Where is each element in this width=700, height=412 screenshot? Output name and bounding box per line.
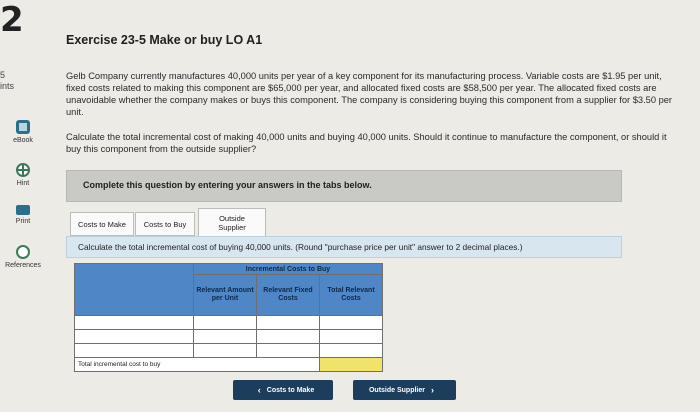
prev-tab-button[interactable] [233, 380, 333, 400]
chevron-right-icon: › [431, 385, 434, 395]
tab-outside-supplier[interactable] [198, 208, 266, 238]
sidebar-item-label: References [5, 262, 41, 269]
exercise-title: Exercise 23-5 Make or buy LO A1 [66, 33, 263, 47]
sidebar-item-print[interactable] [0, 205, 46, 225]
table-total-row [75, 358, 383, 372]
sidebar-item-ebook[interactable] [0, 120, 46, 144]
chevron-left-icon: ‹ [257, 385, 261, 395]
total-incremental-cost-input[interactable] [320, 358, 383, 372]
fixed-costs-input[interactable] [257, 330, 320, 344]
incremental-costs-table [74, 263, 383, 372]
fixed-costs-input[interactable] [257, 344, 320, 358]
references-icon [16, 245, 30, 259]
tab-instruction-banner [66, 236, 622, 258]
amount-per-unit-input[interactable] [194, 316, 257, 330]
tab-costs-to-buy[interactable]: Costs to Buy [135, 212, 195, 236]
prev-tab-label: Costs to Make [266, 386, 315, 394]
total-costs-input[interactable] [320, 316, 383, 330]
instructions-text: Complete this question by entering your answers in the tabs below. [83, 180, 372, 190]
sidebar-item-hint[interactable] [0, 163, 46, 187]
table-row [75, 316, 383, 330]
total-costs-input[interactable] [320, 330, 383, 344]
fixed-costs-input[interactable] [257, 316, 320, 330]
total-costs-input[interactable] [320, 344, 383, 358]
table-header-blank [75, 264, 194, 316]
column-header-total-costs: Total Relevant Costs [320, 275, 383, 316]
column-header-fixed-costs: Relevant Fixed Costs [257, 275, 320, 316]
points-label: ints [0, 81, 15, 91]
next-tab-button[interactable] [353, 380, 456, 400]
table-title: Incremental Costs to Buy [194, 264, 383, 275]
row-label-input[interactable] [75, 316, 194, 330]
question-number: 2 [0, 0, 24, 40]
table-row [75, 344, 383, 358]
tab-instruction-text: Calculate the total incremental cost of buying 40,000 units. (Round "purchase price per unit" answer to 2 decimal places.) [78, 242, 523, 252]
column-header-amount-per-unit: Relevant Amount per Unit [194, 275, 257, 316]
tab-costs-to-make[interactable]: Costs to Make [70, 212, 134, 236]
table-row [75, 330, 383, 344]
row-label-input[interactable] [75, 344, 194, 358]
instructions-banner [66, 170, 622, 202]
hint-icon [16, 163, 30, 177]
sidebar-item-label: eBook [13, 137, 33, 144]
next-tab-label: Outside Supplier [368, 386, 425, 394]
amount-per-unit-input[interactable] [194, 344, 257, 358]
points-indicator [0, 70, 14, 92]
row-label-input[interactable] [75, 330, 194, 344]
points-value: 5 [0, 70, 6, 80]
total-row-label: Total incremental cost to buy [75, 358, 320, 372]
tab-outside-supplier-label: Outside Supplier [218, 214, 246, 232]
problem-description: Gelb Company currently manufactures 40,000 units per year of a key component for its manufacturing process. Variable costs are $1.95 per unit, fixed costs related to making this component are $65,000 per year, and allocated fixed costs are $58,500 per year. The allocated fixed costs are unavoidable whether the company makes or buys this component. The company is considering buying this component from a supplier for $3.50 per unit. [66, 71, 673, 117]
sidebar-item-references[interactable] [0, 245, 48, 269]
sidebar-item-label: Hint [16, 180, 30, 187]
ebook-icon [16, 120, 30, 134]
amount-per-unit-input[interactable] [194, 330, 257, 344]
print-icon [16, 205, 30, 215]
problem-question: Calculate the total incremental cost of making 40,000 units and buying 40,000 units. Should it continue to manufacture the component, or should it buy this component from the outside supplier? [66, 132, 667, 154]
sidebar-item-label: Print [15, 218, 31, 225]
